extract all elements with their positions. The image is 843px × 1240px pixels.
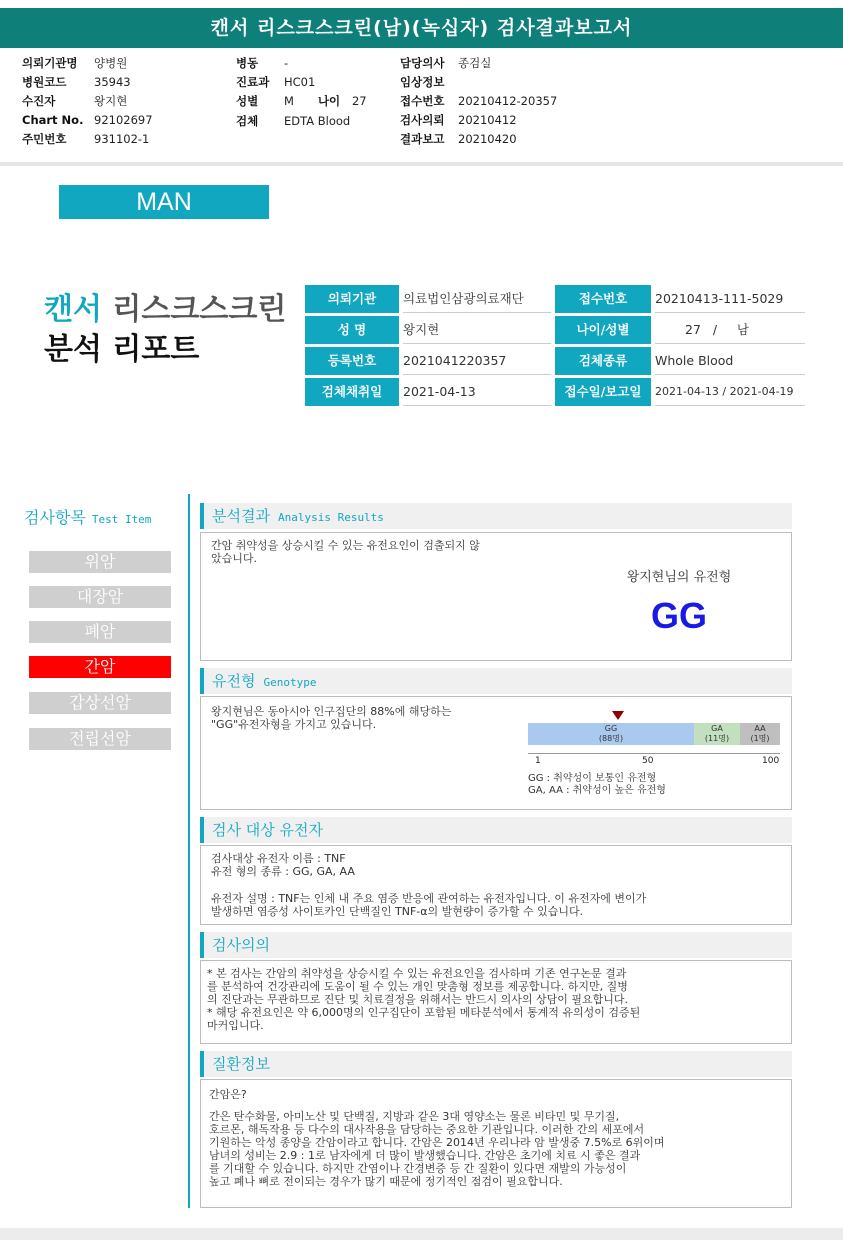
info-value: 의료법인삼광의료재단 [403, 285, 551, 313]
label: 담당의사 [400, 56, 445, 70]
genotype-bar [528, 723, 780, 745]
genotype-marker-icon [612, 711, 624, 720]
info-label: 검체채취일 [305, 378, 399, 406]
section-header-disease [200, 1051, 792, 1077]
report-heading [44, 290, 286, 370]
section-header-meaning [200, 932, 792, 958]
label: 주민번호 [22, 132, 67, 146]
segment-count: (11명) [704, 734, 730, 743]
section-header-analysis [200, 503, 792, 529]
meaning-box [200, 960, 792, 1044]
label: 진료과 [236, 75, 270, 89]
age: 27 [351, 94, 367, 108]
axis-tick: 50 [642, 756, 654, 766]
heading-part: 리스크스크린 [112, 292, 287, 327]
doctor: 종검실 [458, 56, 492, 70]
info-label: 등록번호 [305, 347, 399, 375]
heading-part: 분석 리포트 [44, 332, 200, 367]
info-row [305, 316, 805, 347]
label: 임상정보 [400, 75, 445, 89]
genotype-legend: GA, AA : 취약성이 높은 유전형 [528, 785, 666, 796]
label: 의뢰기관명 [22, 56, 78, 70]
info-label: 접수일/보고일 [555, 378, 651, 406]
section-title: 분석결과 [212, 507, 270, 525]
label: 병원코드 [22, 75, 67, 89]
chart-no: 92102697 [94, 113, 153, 127]
sidebar-title-en: Test Item [91, 513, 152, 526]
meaning-text: * 본 검사는 간암의 취약성을 상승시킬 수 있는 유전요인을 검사하며 기존 연구논문 결과 를 분석하여 건강관리에 도움이 될 수 있는 개인 맞춤형 정보를 제공합니다. 하지만, 질병 의 진단과는 무관하므로 진단 및 치료결정을 위해서는 반드시 의사의 상담이 필요합니다. * 해당 유전요인은 약 6,000명의 인구집단이 포함된 메타분석에서 통계적 유의성이 검증된 마커입니다. [207, 967, 641, 1032]
label: 나이 [317, 94, 341, 108]
axis-tick: 1 [535, 756, 541, 766]
gender-banner: MAN [59, 185, 269, 219]
label: 접수번호 [400, 94, 445, 108]
segment-label: AA [754, 724, 766, 733]
info-label: 의뢰기관 [305, 285, 399, 313]
label: 검체 [236, 114, 259, 128]
section-title: 검사의의 [212, 936, 270, 954]
hospital-name: 양병원 [94, 56, 128, 70]
patient-info-col3 [400, 54, 557, 149]
segment-label: GG [604, 724, 618, 733]
section-header-gene [200, 817, 792, 843]
info-value: 20210413-111-5029 [655, 285, 805, 313]
genotype-bar-segment-gg [528, 723, 694, 745]
gene-box [200, 845, 792, 925]
label: 결과보고 [400, 132, 445, 146]
genotype-bar-segment-ga [694, 723, 740, 745]
segment-count: (88명) [598, 734, 624, 743]
hospital-code: 35943 [94, 75, 131, 89]
gene-text: 검사대상 유전자 이름 : TNF 유전 형의 종류 : GG, GA, AA [211, 852, 355, 878]
patient-info-col2 [236, 54, 367, 131]
genotype-legend: GG : 취약성이 보통인 유전형 [528, 773, 657, 784]
department: HC01 [284, 75, 316, 89]
info-value: 2021-04-13 [403, 378, 551, 406]
patient-info-col1 [22, 54, 153, 149]
footer-bar [0, 1228, 843, 1240]
gene-description: 유전자 설명 : TNF는 인체 내 주요 염증 반응에 관여하는 유전자입니다. 이 유전자에 변이가 발생하면 염증성 사이토카인 단백질인 TNF-α의 발현량이 증가할 수 있습니다. [211, 892, 647, 918]
disease-question: 간암은? [209, 1088, 247, 1101]
sidebar-item-liver[interactable]: 간암 [29, 656, 171, 678]
sex: M [284, 94, 294, 108]
genotype-caption: 왕지현님의 유전형 [626, 570, 732, 585]
genotype-result: GG [650, 595, 707, 636]
sidebar-item-thyroid[interactable]: 갑상선암 [29, 692, 171, 714]
report-date: 20210420 [458, 132, 517, 146]
info-label: 검체종류 [555, 347, 651, 375]
info-value: 2021-04-13 / 2021-04-19 [655, 378, 805, 406]
disease-text: 간은 탄수화물, 아미노산 및 단백질, 지방과 같은 3대 영양소는 물론 비타민 및 무기질, 호르몬, 해독작용 등 다수의 대사작용을 담당하는 중요한 기관입니다. 이러한 간의 세포에서 기원하는 악성 종양을 간암이라고 합니다. 간암은 2014년 우리나라 암 발생중 7.5%로 6위이며 남녀의 성비는 2.9 : 1로 남자에게 더 많이 발생했습니다. 간암은 초기에 치료 시 좋은 결과 를 기대할 수 있습니다. 하지만 간염이나 간경변증 등 간 질환이 있다면 재발의 가능성이 높고 폐나 뼈로 전이되는 경우가 많기 때문에 정기적인 점검이 필요합니다. [209, 1110, 665, 1188]
bar-axis [528, 753, 780, 754]
patient-name: 왕지현 [94, 94, 128, 108]
label: 병동 [236, 56, 259, 70]
sidebar-title [24, 505, 151, 528]
request-date: 20210412 [458, 113, 517, 127]
section-title: 검사 대상 유전자 [212, 821, 323, 839]
resident-no: 931102-1 [94, 132, 150, 146]
info-label: 성 명 [305, 316, 399, 344]
receipt-no: 20210412-20357 [458, 94, 558, 108]
report-info-table [305, 285, 805, 409]
sidebar-item-colorectal[interactable]: 대장암 [29, 586, 171, 608]
section-title: 질환정보 [212, 1055, 270, 1073]
segment-count: (1명) [750, 734, 770, 743]
sidebar-item-lung[interactable]: 폐암 [29, 621, 171, 643]
header-separator [0, 162, 843, 166]
axis-tick: 100 [762, 756, 780, 766]
section-title: 유전형 [212, 672, 256, 690]
genotype-text: 왕지현님은 동아시아 인구집단의 88%에 해당하는 "GG"유전자형을 가지고 있습니다. [211, 705, 452, 731]
heading-part: 캔서 [44, 292, 102, 327]
genotype-bar-segment-aa [740, 723, 780, 745]
ward: - [284, 56, 289, 70]
info-value: 왕지현 [403, 316, 551, 344]
info-value: 2021041220357 [403, 347, 551, 375]
disease-box [200, 1079, 792, 1208]
analysis-box [200, 532, 792, 661]
info-label: 접수번호 [555, 285, 651, 313]
report-title-bar: 캔서 리스크스크린(남)(녹십자) 검사결과보고서 [0, 8, 843, 48]
label: 성별 [236, 94, 259, 108]
sidebar-item-stomach[interactable]: 위암 [29, 551, 171, 573]
section-header-genotype [200, 668, 792, 694]
section-title-en: Analysis Results [277, 511, 384, 524]
specimen: EDTA Blood [284, 114, 351, 128]
info-label: 나이/성별 [555, 316, 651, 344]
section-title-en: Genotype [263, 676, 317, 689]
label: 수진자 [22, 94, 56, 108]
info-row [305, 378, 805, 409]
analysis-text: 간암 취약성을 상승시킬 수 있는 유전요인이 검출되지 않 았습니다. [211, 539, 480, 565]
sidebar-item-prostate[interactable]: 전립선암 [29, 728, 171, 750]
label: 검사의뢰 [400, 113, 445, 127]
info-value: 27 / 남 [655, 316, 805, 344]
label: Chart No. [22, 113, 84, 127]
info-row [305, 285, 805, 316]
info-value: Whole Blood [655, 347, 805, 375]
sidebar-title-ko: 검사항목 [24, 508, 86, 527]
info-row [305, 347, 805, 378]
divider-line [188, 494, 190, 1208]
segment-label: GA [711, 724, 723, 733]
genotype-box [200, 696, 792, 810]
